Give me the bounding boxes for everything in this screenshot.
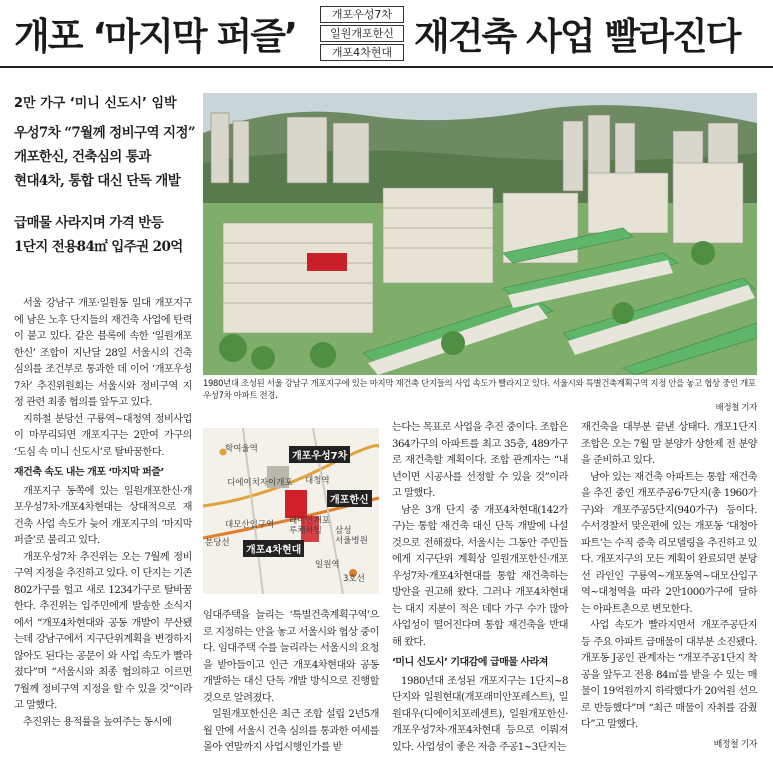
caption-credit: 배정철 기자: [715, 402, 757, 412]
paragraph: 임대주택을 늘리는 ‘특별건축계획구역’으로 지정하는 안을 놓고 서울시와 협상 중이다. 임대주택 수를 늘리라는 서울시의 요청을 받아들이고 인근 개포4차현대와 공동 개발하는 대신 단독 개발 방식으로 진행할 것으로 알려졌다.: [203, 610, 379, 704]
map-label-line3: 3호선: [343, 574, 365, 584]
headline-bar: [0, 0, 773, 68]
paragraph: 서울 강남구 개포·일원동 일대 개포지구에 남은 노후 단지들의 재건축 사업에 탄력이 붙고 있다. 같은 블록에 속한 ‘일원개포한신’ 조합이 지난달 28일 서울시의 건축 심의를 조건부로 통과한 데 이어 ‘개포우성7차’ 추진위원회는 서울시와 정비구역 지정 관련 최종 협의를 앞두고 있다.: [14, 298, 192, 408]
article-column-4: [581, 420, 757, 753]
section-heading: ‘미니 신도시’ 기대감에 급매물 사라져: [392, 657, 548, 668]
paragraph: 지하철 분당선 구룡역~대청역 정비사업이 마무리되면 개포지구는 2만여 가구의 ‘도심 속 미니 신도시’로 탈바꿈한다.: [14, 413, 192, 458]
paragraph: 는다는 목표로 사업을 추진 중이다. 조합은 364가구의 아파트를 최고 35층, 489가구로 재건축할 계획이다. 조합 관계자는 “내년이면 시공사를 선정할 수 있을 것”이라고 말했다.: [392, 422, 568, 499]
lede-line: 우성7차 “7월께 정비구역 지정”: [14, 125, 196, 141]
map-highlight-woosung7: 개포우성7차: [289, 446, 350, 463]
section-heading: 재건축 속도 내는 개포 ‘마지막 퍼즐’: [14, 467, 164, 478]
paragraph: 추진위는 용적률을 높여주는 동시에: [23, 716, 172, 728]
map-label-irwon: 일원역: [315, 560, 340, 570]
article-column-3: [392, 420, 568, 756]
paragraph: 재건축을 대부분 끝낸 상태다. 개포1단지 조합은 오는 7월 말 분양가 상한제 전 분양을 준비하고 있다.: [581, 422, 757, 466]
map-label-bundang: 분당선: [205, 538, 230, 548]
tag-hanshin: 일원개포한신: [320, 25, 404, 42]
photo-caption: [203, 377, 757, 413]
map-highlight-hyundai4: 개포4차현대: [243, 540, 304, 557]
headline-right: 재건축 사업 빨라진다: [414, 15, 740, 58]
location-map: [203, 428, 379, 594]
paragraph: 일원개포한신은 최근 조합 설립 2년5개월 만에 서울시 건축 심의를 통과한 여세를 몰아 연말까지 사업시행인가를 받: [203, 709, 379, 753]
lede: [14, 121, 196, 259]
paragraph: 남은 3개 단지 중 개포4차현대(142가구)는 통합 재건축 대신 단독 개발에 나설 것으로 전해졌다. 서울시는 그동안 주민들에게 지구단위 계획상 일원개포한신·개포우성7차·개포4차현대를 통합 재건축하는 방안을 권고해 왔다. 그러나 개포4차현대는 대지 지분이 적은 데다 가구 수가 많아 사업성이 떨어진다며 통합 재건축을 반대해 왔다.: [392, 504, 568, 648]
byline: 배정철 기자: [713, 739, 757, 750]
lede-line: 1단지 전용84㎡ 입주권 20억: [14, 239, 183, 255]
article-column-2: [203, 608, 379, 757]
map-label-daemo: 대모산입구역: [225, 520, 275, 530]
paragraph: 1980년대 조성된 개포지구는 1단지~8단지와 일원현대(개포래미안포레스트), 일원대우(디에이치포레센트), 일원개포한신·개포우성7차·개포4차현대 등으로 이뤄져 있다. 사업성이 좋은 저층 주공1~3단지는: [392, 675, 568, 753]
article-column-1: [14, 296, 192, 731]
map-label-daecheong: 대청역: [305, 476, 330, 486]
paragraph: 개포우성7차 추진위는 오는 7월께 정비구역 지정을 추진하고 있다. 이 단지는 기존 802가구를 헐고 새로 1234가구로 탈바꿈한다. 추진위는 입주민에게 발송한 소식지에서 “개포4차현대와 공동 개발이 무산됐는데 강남구에서 지구단위계획을 변경하지 않아도 된다는 공문이 와 사업 속도가 빨라졌다”며 “서울시와 최종 협의하고 이르면 7월께 정비구역 지정을 할 수 있을 것”이라고 말했다.: [14, 551, 192, 711]
headline-tags: [320, 6, 404, 63]
tag-hyundai4: 개포4차현대: [320, 44, 404, 61]
sub-lede: 2만 가구 ‘미니 신도시’ 임박: [14, 96, 177, 111]
caption-text: 1980년대 조성된 서울 강남구 개포지구에 있는 마지막 재건축 단지들의 사업 속도가 빨라지고 있다. 서울시와 특별건축계획구역 지정 안을 놓고 협상 중인 개포우성7차 아파트 전경.: [203, 378, 756, 400]
map-label-raemian: 래미안개포 루체하임: [289, 516, 331, 536]
paragraph: 사업 속도가 빨라지면서 개포주공단지 등 주요 아파트 급매물이 대부분 소진됐다. 개포동 J공인 관계자는 “개포주공1단지 착공을 앞두고 전용 84㎡를 받을 수 있는 매물이 19억원까지 하락했다가 20억원 선으로 반등했다”며 “최근 매물이 자취를 감췄다”고 말했다.: [581, 620, 757, 730]
map-label-samsung: 삼성 서울병원: [335, 526, 368, 546]
lede-line: 개포한신, 건축심의 통과: [14, 149, 151, 165]
headline-left: 개포 ‘마지막 퍼즐’: [14, 15, 297, 58]
map-label-station1: 학여울역: [225, 444, 258, 454]
tag-woosung7: 개포우성7차: [320, 6, 404, 23]
lede-line: 급매물 사라지며 가격 반등: [14, 215, 164, 231]
paragraph: 남아 있는 재건축 아파트는 통합 재건축을 추진 중인 개포주공6·7단지(총 1960가구)와 개포주공5단지(940가구) 등이다. 수서경찰서 맞은편에 있는 개포동 ‘대청아파트’는 수직 증축 리모델링을 추진하고 있다. 개포지구의 모든 계획이 완료되면 분당선 라인인 구룡역~개포동역~대모산입구역~대청역을 따라 2만1000가구에 달하는 아파트촌으로 변모한다.: [581, 471, 757, 615]
apartment-aerial-photo: [203, 93, 757, 375]
map-label-complex-a: 디에이치자이개포: [227, 478, 293, 488]
paragraph: 개포지구 동쪽에 있는 일원개포한신·개포우성7차·개포4차현대는 상대적으로 재건축 사업 속도가 늦어 개포지구의 ‘마지막 퍼즐’로 불리고 있다.: [14, 485, 192, 546]
lede-line: 현대4차, 통합 대신 단독 개발: [14, 173, 181, 189]
map-highlight-hanshin: 개포한신: [327, 490, 372, 507]
